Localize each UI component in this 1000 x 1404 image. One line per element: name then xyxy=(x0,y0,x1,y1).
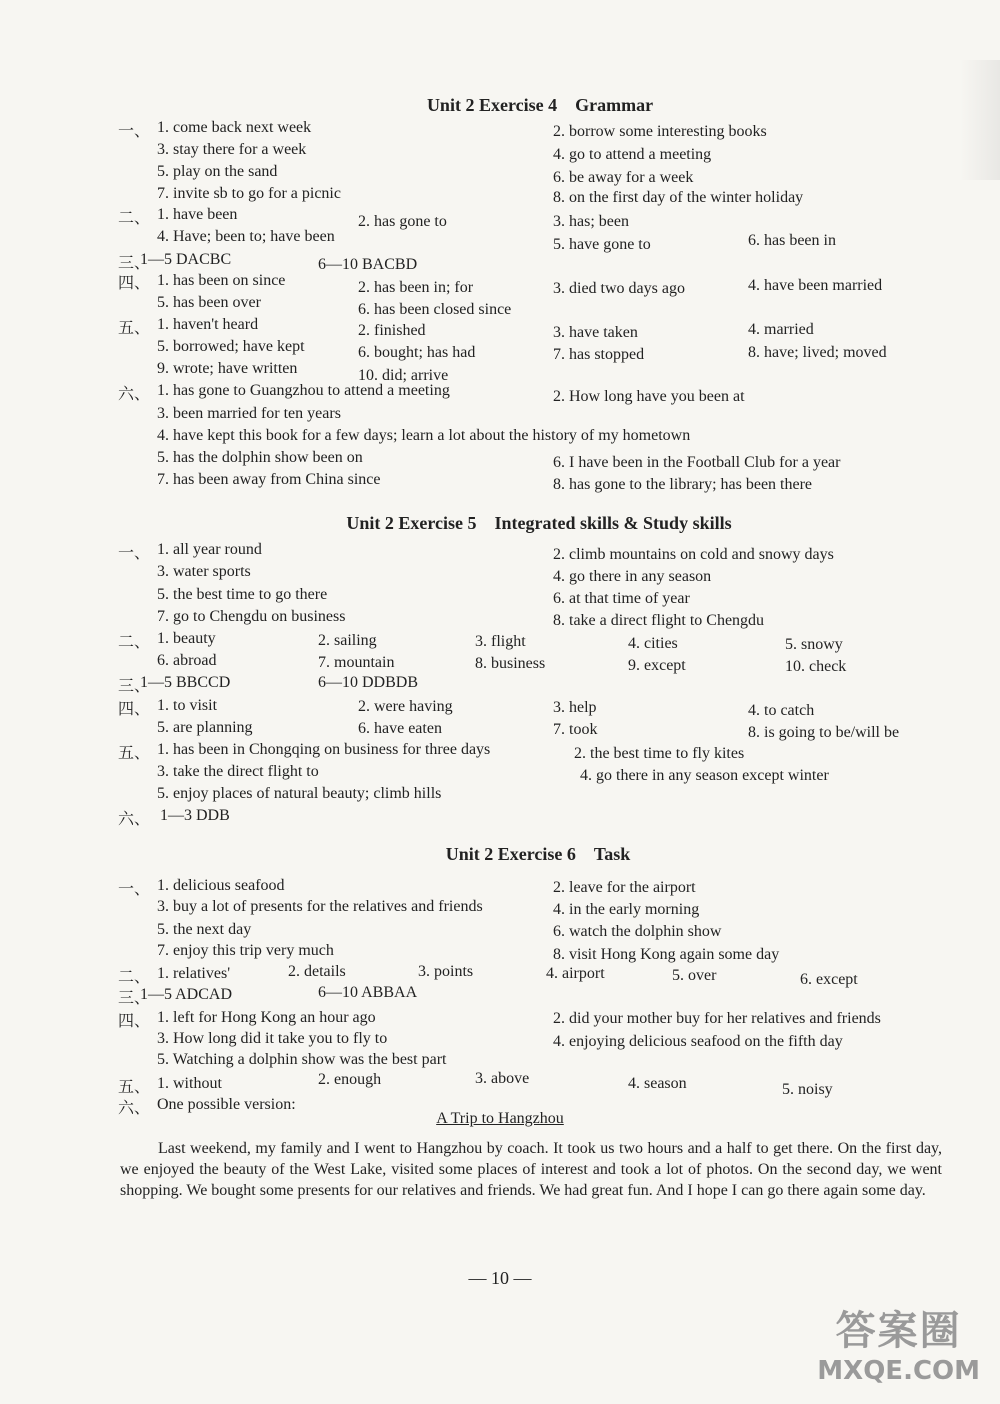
answer-item: 10. check xyxy=(785,658,847,675)
question-number: 五、 xyxy=(118,1079,151,1096)
watermark-url: MXQE.COM xyxy=(817,1356,980,1386)
answer-item: 4. Have; been to; have been xyxy=(157,228,335,245)
answer-item: 6. have eaten xyxy=(358,720,442,737)
question-number: 三、 xyxy=(118,678,151,695)
answer-item: 8. is going to be/will be xyxy=(748,724,900,741)
question-number: 三、 xyxy=(118,990,151,1007)
answer-item: 6—10 BACBD xyxy=(318,256,418,273)
question-number: 二、 xyxy=(118,969,151,986)
answer-item: 2. were having xyxy=(358,698,453,715)
answer-item: 8. has gone to the library; has been there xyxy=(553,476,813,493)
answer-item: 3. buy a lot of presents for the relatives and friends xyxy=(157,898,483,915)
answer-item: 1. has gone to Guangzhou to attend a meeting xyxy=(157,382,450,399)
answer-item: 5. snowy xyxy=(785,636,843,653)
answer-item: 2. leave for the airport xyxy=(553,879,696,896)
answer-item: 3. died two days ago xyxy=(553,280,685,297)
answer-item: 2. did your mother buy for her relatives and friends xyxy=(553,1010,881,1027)
answer-item: 2. the best time to fly kites xyxy=(574,745,745,762)
answer-item: 1. to visit xyxy=(157,697,218,714)
answer-item: 1. delicious seafood xyxy=(157,877,285,894)
answer-item: 1—5 ADCAD xyxy=(140,986,233,1003)
answer-item: 4. enjoying delicious seafood on the fifth day xyxy=(553,1033,843,1050)
answer-item: 5. have gone to xyxy=(553,236,651,253)
answer-item: 10. did; arrive xyxy=(358,367,449,384)
question-number: 二、 xyxy=(118,210,151,227)
answer-item: 6. I have been in the Football Club for a year xyxy=(553,454,841,471)
answer-item: 6. be away for a week xyxy=(553,169,694,186)
answer-item: 3. flight xyxy=(475,633,526,650)
answer-item: 4. have been married xyxy=(748,277,883,294)
answer-item: 5. has been over xyxy=(157,294,261,311)
question-number: 六、 xyxy=(118,1100,151,1117)
answer-item: 2. How long have you been at xyxy=(553,388,745,405)
answer-item: 8. business xyxy=(475,655,546,672)
answer-item: 4. in the early morning xyxy=(553,901,700,918)
question-number: 五、 xyxy=(118,320,151,337)
section-title: Unit 2 Exercise 6 Task xyxy=(445,844,631,864)
answer-item: 4. go to attend a meeting xyxy=(553,146,712,163)
essay-body: Last weekend, my family and I went to Hangzhou by coach. It took us two hours and a half to get there. On the first day, we enjoyed the beauty of the West Lake, visited some places of interest and took a lot of photos. On the second day, we went shopping. We bought some presents for our relatives and friends. We had great fun. And I hope I can go there again some day. xyxy=(120,1140,942,1199)
answer-item: 8. have; lived; moved xyxy=(748,344,887,361)
answer-item: 4. cities xyxy=(628,635,678,652)
answer-item: 2. has been in; for xyxy=(358,279,474,296)
answer-item: 7. mountain xyxy=(318,654,395,671)
page-edge-shadow xyxy=(960,60,1000,180)
answer-item: 6. abroad xyxy=(157,652,217,669)
answer-item: 1. haven't heard xyxy=(157,316,259,333)
answer-item: 2. has gone to xyxy=(358,213,447,230)
answer-item: 2. details xyxy=(288,963,346,980)
answer-item: 5. play on the sand xyxy=(157,163,278,180)
question-number: 四、 xyxy=(118,1013,151,1030)
answer-item: 5. the next day xyxy=(157,921,252,938)
section-title: Unit 2 Exercise 4 Grammar xyxy=(426,95,654,115)
question-number: 六、 xyxy=(118,811,151,828)
answer-item: 1—3 DDB xyxy=(160,807,230,824)
answer-item: 6. has been in xyxy=(748,232,836,249)
answer-item: 3. above xyxy=(475,1070,530,1087)
answer-item: 1. relatives' xyxy=(157,965,231,982)
answer-item: 7. go to Chengdu on business xyxy=(157,608,346,625)
answer-item: 3. points xyxy=(418,963,474,980)
answer-item: 6. except xyxy=(800,971,858,988)
answer-item: 3. take the direct flight to xyxy=(157,763,319,780)
answer-item: 5. noisy xyxy=(782,1081,833,1098)
answer-item: 1. come back next week xyxy=(157,119,312,136)
answer-item: 1. all year round xyxy=(157,541,262,558)
question-number: 一、 xyxy=(118,545,151,562)
answer-item: 3. have taken xyxy=(553,324,638,341)
answer-item: 3. How long did it take you to fly to xyxy=(157,1030,388,1047)
answer-item: 7. took xyxy=(553,721,598,738)
watermark xyxy=(817,1299,980,1386)
answer-item: 1. without xyxy=(157,1075,222,1092)
answer-item: One possible version: xyxy=(157,1096,296,1113)
answer-item: 2. enough xyxy=(318,1071,382,1088)
watermark-logo: 答案圈 xyxy=(835,1308,962,1354)
answer-item: 1—5 BBCCD xyxy=(140,674,231,691)
answer-item: 2. finished xyxy=(358,322,426,339)
answer-item: 6. has been closed since xyxy=(358,301,512,318)
answer-item: 8. visit Hong Kong again some day xyxy=(553,946,780,963)
question-number: 五、 xyxy=(118,745,151,762)
answer-item: 5. are planning xyxy=(157,719,253,736)
answer-item: 3. water sports xyxy=(157,563,251,580)
answer-item: 6. bought; has had xyxy=(358,344,476,361)
answer-item: 4. airport xyxy=(546,965,605,982)
section-title: Unit 2 Exercise 5 Integrated skills & Study skills xyxy=(346,513,732,533)
answer-item: 1. left for Hong Kong an hour ago xyxy=(157,1009,376,1026)
answer-item: 1. has been in Chongqing on business for three days xyxy=(157,741,491,758)
answer-item: 6. at that time of year xyxy=(553,590,690,607)
essay-title: A Trip to Hangzhou xyxy=(436,1110,564,1127)
answer-item: 5. the best time to go there xyxy=(157,586,328,603)
answer-item: 4. go there in any season xyxy=(553,568,712,585)
answer-item: 5. enjoy places of natural beauty; climb hills xyxy=(157,785,442,802)
answer-item: 3. has; been xyxy=(553,213,629,230)
answer-item: 4. to catch xyxy=(748,702,815,719)
question-number: 二、 xyxy=(118,634,151,651)
answer-item: 4. season xyxy=(628,1075,687,1092)
answer-item: 1. has been on since xyxy=(157,272,286,289)
answer-item: 6—10 DDBDB xyxy=(318,674,419,691)
answer-item: 7. invite sb to go for a picnic xyxy=(157,185,341,202)
answer-item: 2. sailing xyxy=(318,632,377,649)
answer-item: 9. except xyxy=(628,657,686,674)
answer-item: 4. have kept this book for a few days; learn a lot about the history of my hometown xyxy=(157,427,691,444)
answer-item: 8. on the first day of the winter holiday xyxy=(553,189,804,206)
answer-item: 4. go there in any season except winter xyxy=(580,767,829,784)
question-number: 三、 xyxy=(118,255,151,272)
answer-item: 1. beauty xyxy=(157,630,216,647)
answer-item: 7. enjoy this trip very much xyxy=(157,942,334,959)
answer-item: 4. married xyxy=(748,321,814,338)
answer-item: 2. climb mountains on cold and snowy days xyxy=(553,546,834,563)
question-number: 一、 xyxy=(118,123,151,140)
answer-item: 3. help xyxy=(553,699,597,716)
answer-item: 8. take a direct flight to Chengdu xyxy=(553,612,765,629)
question-number: 四、 xyxy=(118,701,151,718)
answer-item: 7. has been away from China since xyxy=(157,471,381,488)
answer-item: 3. stay there for a week xyxy=(157,141,307,158)
answer-item: 6—10 ABBAA xyxy=(318,984,418,1001)
answer-item: 6. watch the dolphin show xyxy=(553,923,722,940)
answer-item: 1—5 DACBC xyxy=(140,251,232,268)
answer-item: 9. wrote; have written xyxy=(157,360,298,377)
answer-item: 3. been married for ten years xyxy=(157,405,341,422)
answer-item: 2. borrow some interesting books xyxy=(553,123,767,140)
answer-item: 5. over xyxy=(672,967,717,984)
page-number: — 10 — xyxy=(468,1268,532,1288)
answer-item: 1. have been xyxy=(157,206,238,223)
answer-item: 5. Watching a dolphin show was the best part xyxy=(157,1051,447,1068)
question-number: 一、 xyxy=(118,881,151,898)
answer-item: 7. has stopped xyxy=(553,346,645,363)
answer-item: 5. borrowed; have kept xyxy=(157,338,305,355)
question-number: 六、 xyxy=(118,386,151,403)
question-number: 四、 xyxy=(118,275,151,292)
answer-item: 5. has the dolphin show been on xyxy=(157,449,363,466)
